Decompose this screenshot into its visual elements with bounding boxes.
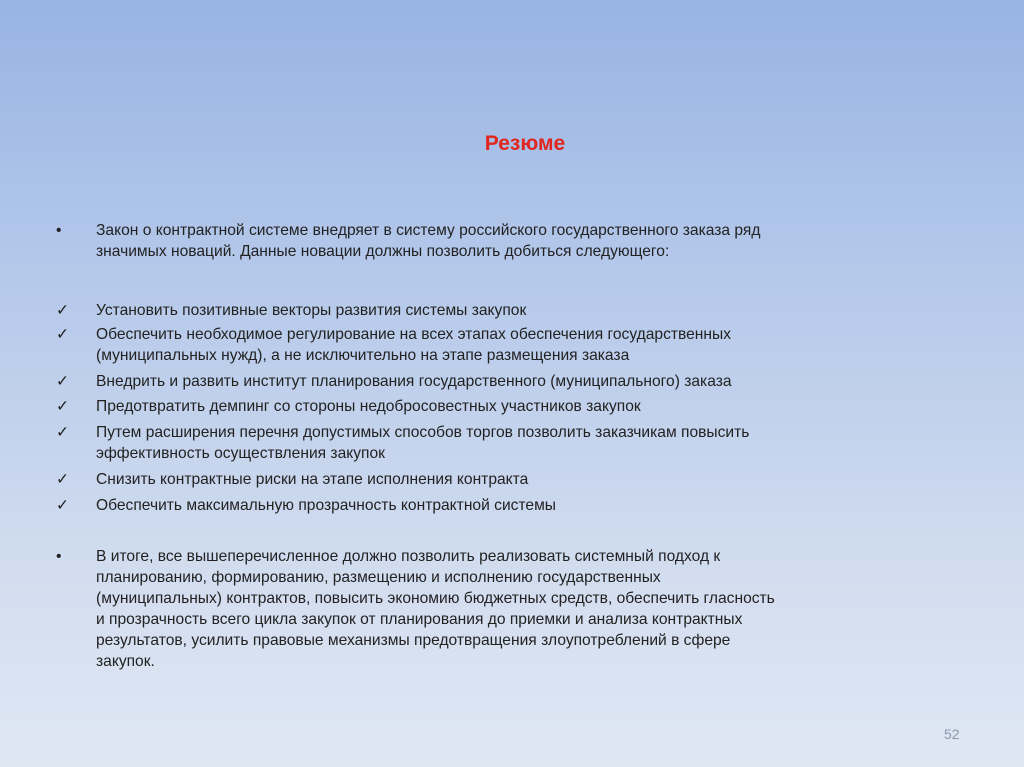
- checkmark-icon: ✓: [56, 398, 70, 415]
- conclusion-line: результатов, усилить правовые механизмы предотвращения злоупотреблений в сфере: [96, 632, 731, 649]
- check-line: Обеспечить максимальную прозрачность контрактной системы: [96, 497, 557, 514]
- intro-line: значимых новаций. Данные новации должны позволить добиться следующего:: [96, 243, 670, 260]
- checkmark-icon: ✓: [56, 497, 70, 514]
- conclusion-line: закупок.: [96, 653, 155, 670]
- checkmark-icon: ✓: [56, 373, 70, 390]
- bullet-icon: •: [56, 548, 62, 565]
- conclusion-line: и прозрачность всего цикла закупок от планирования до приемки и анализа контрактных: [96, 611, 743, 628]
- conclusion-line: планированию, формированию, размещению и исполнению государственных: [96, 569, 661, 586]
- intro-line: Закон о контрактной системе внедряет в систему российского государственного заказа ряд: [96, 222, 761, 239]
- check-line: эффективность осуществления закупок: [96, 445, 385, 462]
- bullet-icon: •: [56, 222, 62, 239]
- page-number: 52: [944, 726, 960, 742]
- check-line: (муниципальных нужд), а не исключительно на этапе размещения заказа: [96, 347, 630, 364]
- check-line: Установить позитивные векторы развития системы закупок: [96, 302, 527, 319]
- checkmark-icon: ✓: [56, 302, 70, 319]
- slide-title: Резюме: [484, 132, 566, 155]
- checkmark-icon: ✓: [56, 326, 70, 343]
- conclusion-line: В итоге, все вышеперечисленное должно позволить реализовать системный подход к: [96, 548, 721, 565]
- check-line: Предотвратить демпинг со стороны недобросовестных участников закупок: [96, 398, 641, 415]
- check-line: Путем расширения перечня допустимых способов торгов позволить заказчикам повысить: [96, 424, 750, 441]
- conclusion-line: (муниципальных) контрактов, повысить экономию бюджетных средств, обеспечить гласность: [96, 590, 775, 607]
- check-line: Снизить контрактные риски на этапе исполнения контракта: [96, 471, 529, 488]
- checkmark-icon: ✓: [56, 424, 70, 441]
- checkmark-icon: ✓: [56, 471, 70, 488]
- check-line: Обеспечить необходимое регулирование на всех этапах обеспечения государственных: [96, 326, 732, 343]
- check-line: Внедрить и развить институт планирования государственного (муниципального) заказа: [96, 373, 732, 390]
